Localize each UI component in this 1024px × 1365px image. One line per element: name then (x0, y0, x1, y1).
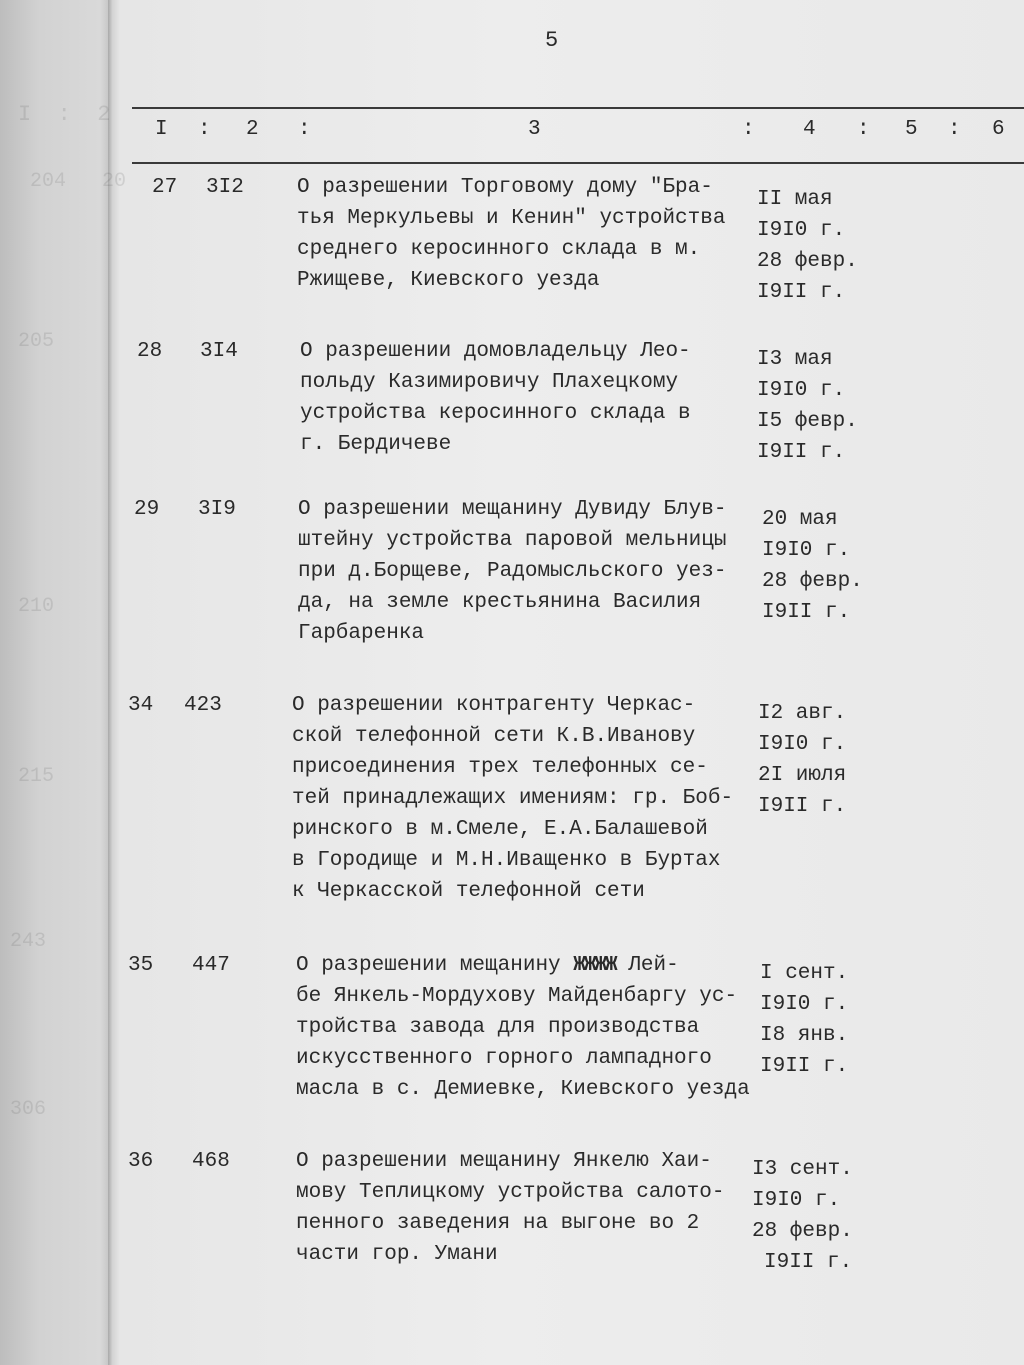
binding-shadow (108, 0, 112, 1365)
entry-text-line: польду Казимировичу Плахецкому (300, 371, 679, 394)
entry-number: 35 (128, 954, 154, 977)
entry-number: 34 (128, 694, 154, 717)
entry-text-line: при д.Борщеве, Радомысльского уез- (298, 560, 727, 583)
header-separator: : (742, 118, 755, 141)
date-end: 28 февр. (752, 1220, 853, 1243)
date-end-year: I9II г. (758, 795, 847, 818)
entry-number: 29 (134, 498, 160, 521)
entry-description (292, 690, 757, 907)
header-separator: : (298, 118, 311, 141)
date-end: 2I июля (758, 764, 847, 787)
entry-text-line: устройства керосинного склада в (300, 402, 691, 425)
entry-text-line: О разрешении домовладельцу Лео- (300, 340, 691, 363)
entry-register-number: 447 (192, 954, 230, 977)
entry-description (298, 494, 763, 649)
date-end-year: I9II г. (757, 441, 846, 464)
ghost-mark: 306 (10, 1098, 47, 1121)
entry-text-line: к Черкасской телефонной сети (292, 880, 645, 903)
entry-text-line: О разрешении мещанину Янкелю Хаи- (296, 1150, 712, 1173)
entry-text-line: ринского в м.Смеле, Е.А.Балашевой (292, 818, 708, 841)
entry-description (297, 172, 762, 296)
entry-dates (758, 698, 878, 822)
entry-register-number: 3I2 (206, 176, 244, 199)
entry-text-line: О разрешении контрагенту Черкас- (292, 694, 696, 717)
header-separator: : (857, 118, 870, 141)
entry-register-number: 423 (184, 694, 222, 717)
entry-description (300, 336, 765, 460)
entry-text-line: искусственного горного лампадного (296, 1047, 712, 1070)
ghost-mark: 204 20 (30, 170, 127, 193)
entry-text-line: ской телефонной сети К.В.Иванову (292, 725, 696, 748)
date-start-year: I9I0 г. (752, 1189, 841, 1212)
ghost-mark: 210 (18, 595, 55, 618)
entry-text-line: части гор. Умани (296, 1243, 498, 1266)
page-number: 5 (545, 28, 559, 53)
entry-text-line: среднего керосинного склада в м. (297, 238, 701, 261)
date-end-year: I9II г. (764, 1251, 853, 1274)
entry-text-fragment: Лей- (615, 954, 679, 977)
entry-text-line: бе Янкель-Мордухову Майденбаргу ус- (296, 985, 738, 1008)
entry-text-line (296, 950, 761, 981)
header-rule-bottom (132, 162, 1024, 164)
entry-text-line: г. Бердичеве (300, 433, 452, 456)
date-start-year: I9I0 г. (757, 219, 846, 242)
date-start: I2 авг. (758, 702, 847, 725)
date-start-year: I9I0 г. (757, 379, 846, 402)
entry-dates (760, 958, 880, 1082)
entry-text-line: да, на земле крестьянина Василия (298, 591, 702, 614)
entry-dates (752, 1154, 872, 1278)
header-col-1: I (155, 118, 168, 141)
struck-out-word: ЖЖЖЖ (573, 954, 616, 977)
ghost-mark: 215 (18, 765, 55, 788)
date-start: I3 сент. (752, 1158, 853, 1181)
entry-text-line: штейну устройства паровой мельницы (298, 529, 727, 552)
date-start-year: I9I0 г. (762, 539, 851, 562)
entry-text-line: Ржищеве, Киевского уезда (297, 269, 600, 292)
header-separator: : (948, 118, 961, 141)
date-start: II мая (757, 188, 833, 211)
entry-text-line: присоединения трех телефонных се- (292, 756, 708, 779)
entry-text-line: тья Меркульевы и Кенин" устройства (297, 207, 726, 230)
entry-text-fragment: О разрешении мещанину (296, 954, 574, 977)
entry-text-line: тей принадлежащих имениям: гр. Боб- (292, 787, 734, 810)
date-start-year: I9I0 г. (760, 993, 849, 1016)
date-end: 28 февр. (762, 570, 863, 593)
entry-dates (762, 504, 882, 628)
header-col-6: 6 (992, 118, 1005, 141)
date-start: 20 мая (762, 508, 838, 531)
entry-text-line: в Городище и М.Н.Иващенко в Буртах (292, 849, 721, 872)
header-col-2: 2 (246, 118, 259, 141)
ghost-mark: 243 (10, 930, 47, 953)
entry-register-number: 3I4 (200, 340, 238, 363)
date-end: I8 янв. (760, 1024, 849, 1047)
entry-number: 28 (137, 340, 163, 363)
header-separator: : (198, 118, 211, 141)
date-start-year: I9I0 г. (758, 733, 847, 756)
header-col-3: 3 (528, 118, 541, 141)
entry-text-line: тройства завода для производства (296, 1016, 700, 1039)
entry-text-line: мову Теплицкому устройства салото- (296, 1181, 725, 1204)
entry-text-line: пенного заведения на выгоне во 2 (296, 1212, 700, 1235)
entry-description (296, 950, 761, 1105)
date-end: I5 февр. (757, 410, 858, 433)
entry-text-line: О разрешении Торговому дому "Бра- (297, 176, 713, 199)
entry-number: 36 (128, 1150, 154, 1173)
entry-text-line: масла в с. Демиевке, Киевского уезда (296, 1078, 750, 1101)
entry-register-number: 3I9 (198, 498, 236, 521)
entry-description (296, 1146, 761, 1270)
header-rule-top (132, 107, 1024, 109)
date-end: 28 февр. (757, 250, 858, 273)
date-end-year: I9II г. (760, 1055, 849, 1078)
entry-text-line: Гарбаренка (298, 622, 425, 645)
date-start: I сент. (760, 962, 849, 985)
entry-register-number: 468 (192, 1150, 230, 1173)
date-end-year: I9II г. (757, 281, 846, 304)
date-end-year: I9II г. (762, 601, 851, 624)
header-col-4: 4 (803, 118, 816, 141)
entry-dates (757, 344, 877, 468)
entry-number: 27 (152, 176, 178, 199)
ghost-mark: I : 2 (18, 102, 111, 127)
ghost-mark: 205 (18, 330, 55, 353)
header-col-5: 5 (905, 118, 918, 141)
entry-dates (757, 184, 877, 308)
date-start: I3 мая (757, 348, 833, 371)
entry-text-line: О разрешении мещанину Дувиду Блув- (298, 498, 727, 521)
